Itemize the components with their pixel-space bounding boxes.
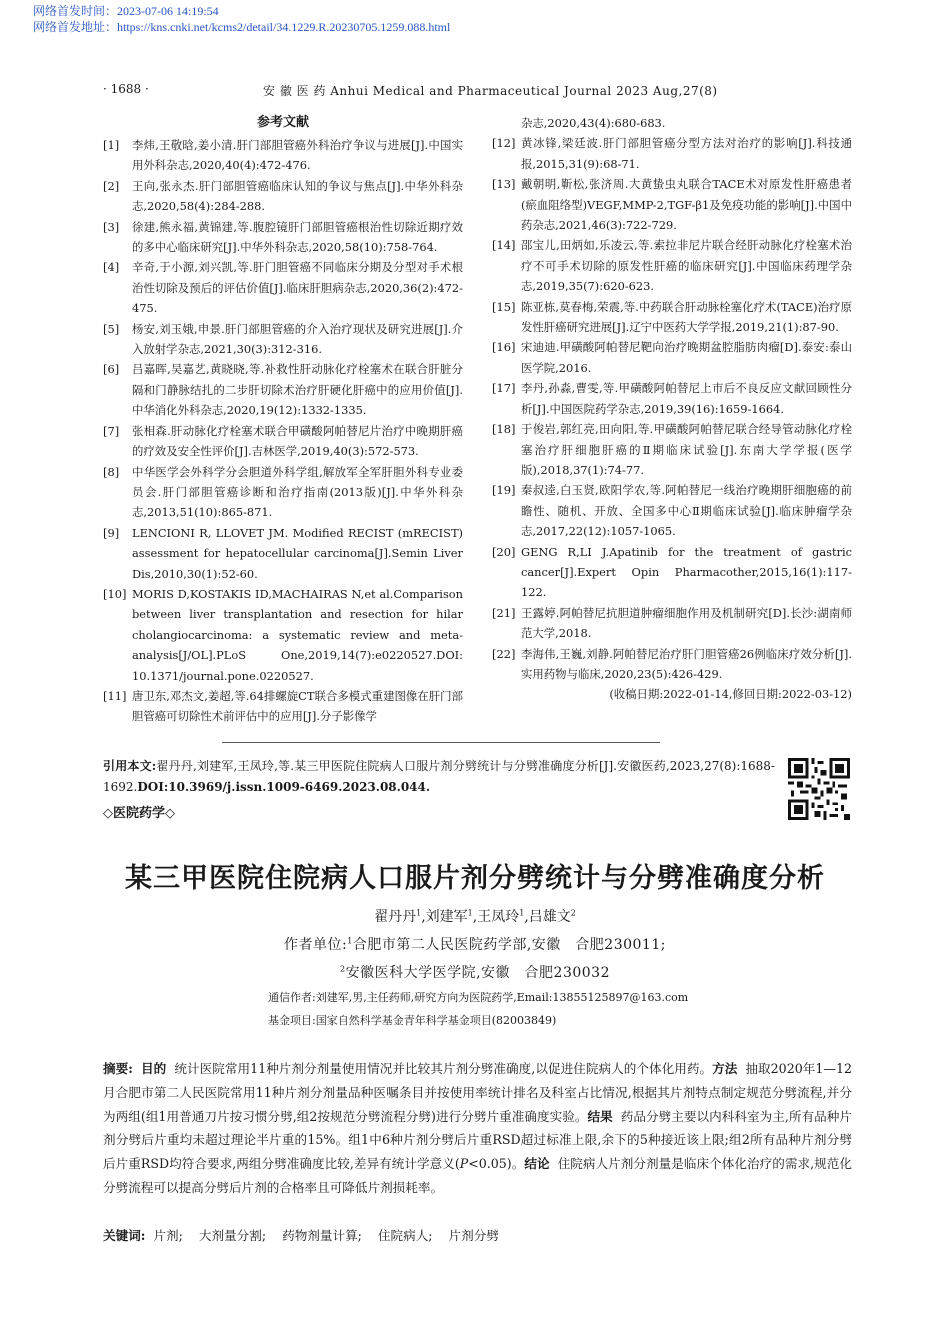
reference-number: [7] (103, 423, 120, 438)
reference-text: GENG R,LI J.Apatinib for the treatment of gastric cancer[J].Expert Opin Pharmacother,2015,16(1):117-122. (521, 544, 852, 600)
reference-text: 王露婷.阿帕替尼抗胆道肿瘤细胞作用及机制研究[D].长沙:湖南师范大学,2018. (521, 605, 852, 641)
reference-number: [16] (492, 340, 516, 355)
reference-number: [4] (103, 260, 120, 275)
keyword-item: 片剂; (153, 1228, 183, 1243)
reference-item (492, 174, 852, 235)
reference-number: [17] (492, 381, 516, 396)
pub-url-line (33, 19, 450, 35)
reference-item (103, 584, 463, 686)
reference-text: 陈亚栋,莫春梅,荣震,等.中药联合肝动脉栓塞化疗术(TACE)治疗原发性肝癌研究进展[J].辽宁中医药大学学报,2019,21(1):87-90. (521, 299, 852, 335)
reference-item (492, 133, 852, 174)
citation-doi[interactable]: DOI:10.3969/j.issn.1009-6469.2023.08.044. (137, 780, 431, 794)
reference-text: 黄冰锋,梁廷波.肝门部胆管癌分型方法对治疗的影响[J].科技通报,2015,31(9):68-71. (521, 136, 852, 171)
reference-number: [13] (492, 177, 516, 192)
references-heading: 参考文献 (256, 115, 309, 130)
reference-text: 李海伟,王巍,刘静.阿帕替尼治疗肝门胆管癌26例临床疗效分析[J].实用药物与临床,2020,23(5):426-429. (521, 646, 852, 681)
reference-item (103, 135, 463, 176)
reference-item (492, 337, 852, 378)
journal-name: 安 徽 医 药 Anhui Medical and Pharmaceutical Journal 2023 Aug,27(8) (263, 84, 718, 98)
affiliation-1: 作者单位:$^1$合肥市第二人民医院药学部,安徽 合肥230011; (284, 936, 666, 953)
reference-continuation: 杂志,2020,43(4):680-683. (521, 116, 666, 130)
author-name: 吕雄文 (528, 909, 571, 925)
citation-text: 翟丹丹,刘建军,王凤玲,等.某三甲医院住院病人口服片剂分劈统计与分劈准确度分析[J].安徽医药,2023,27(8):1688-1692. (103, 759, 775, 794)
reference-number: [1] (103, 138, 120, 152)
reference-text: 张相森.肝动脉化疗栓塞术联合甲磺酸阿帕替尼片治疗中晚期肝癌的疗效及安全性评价[J].吉林医学,2019,40(3):572-573. (132, 423, 463, 459)
citation-label: 引用本文: (103, 759, 157, 773)
reference-item (103, 359, 463, 420)
reference-item (492, 297, 852, 338)
pub-url-label: 网络首发地址： (33, 20, 118, 34)
reference-item (103, 462, 463, 523)
reference-number: [9] (103, 525, 120, 540)
reference-item (492, 235, 852, 296)
reference-number: [3] (103, 219, 120, 234)
reference-number: [19] (492, 483, 516, 498)
reference-text: 李炜,王敬晗,姜小清.肝门部胆管癌外科治疗争议与进展[J].中国实用外科杂志,2020,40(4):472-476. (132, 138, 463, 173)
article-title: 某三甲医院住院病人口服片剂分劈统计与分劈准确度分析 (125, 863, 825, 894)
p-symbol: P (459, 1156, 469, 1172)
reference-text: MORIS D,KOSTAKIS ID,MACHAIRAS N,et al.Comparison between liver transplantation and resection for hilar cholangiocarcinoma: a systematic review and meta-analysis[J/OL].PLoS One,2019,14(7):e0220527.DOI: 10.1371/journal.pone.0220527. (132, 586, 463, 683)
objective-label: 目的 (140, 1061, 167, 1076)
page-number: · 1688 · (103, 82, 149, 96)
author-name: 翟丹丹 (374, 909, 417, 925)
results-label: 结果 (587, 1108, 613, 1124)
citation-block (103, 756, 775, 798)
results-text: 药品分劈主要以内科科室为主,所有品种片剂分劈后片重均未超过理论半片重的15%。组1中6种片剂分劈后片重RSD超过标准上限,余下的5种接近该上限;组2所有品种片剂分劈后片重RSD均符合要求,两组分劈准确度比较,差异有统计学意义( (103, 1108, 853, 1172)
reference-number: [8] (103, 464, 120, 479)
reference-number: [2] (103, 178, 120, 193)
references-left-column (103, 113, 463, 727)
reference-number: [14] (492, 238, 516, 253)
reference-item (103, 176, 463, 217)
affiliation-2: $^2$安徽医科大学医学院,安徽 合肥230032 (340, 964, 610, 981)
reference-number: [10] (103, 586, 127, 601)
reference-number: [5] (103, 321, 120, 336)
keywords (103, 1225, 852, 1244)
author-name: 王凤玲 (477, 909, 520, 925)
reference-text: 宋迪迪.甲磺酸阿帕替尼靶向治疗晚期盆腔脂肪肉瘤[D].泰安:泰山医学院,2016. (521, 340, 852, 375)
reference-item (103, 421, 463, 462)
reference-text: 中华医学会外科学分会胆道外科学组,解放军全军肝胆外科专业委员会.肝门部胆管癌诊断和治疗指南(2013版)[J].中华外科杂志,2013,51(10):865-871. (132, 464, 463, 520)
qr-code-icon[interactable] (788, 758, 850, 820)
reference-text: 秦叔逵,白玉贤,欧阳学农,等.阿帕替尼一线治疗晚期肝细胞癌的前瞻性、随机、开放、全国多中心Ⅱ期临床试验[J].临床肿瘤学杂志,2017,22(12):1057-1065. (521, 483, 852, 539)
reference-number: [11] (103, 688, 127, 703)
reference-number: [20] (492, 544, 516, 559)
reference-text: 吕嘉晖,吴嘉艺,黄晓晓,等.补救性肝动脉化疗栓塞术在联合肝脏分隔和门静脉结扎的二步肝切除术治疗肝硬化肝癌中的应用价值[J].中华消化外科杂志,2020,19(12):1332-1335. (132, 362, 463, 418)
keyword-item: 大剂量分割; (198, 1228, 267, 1243)
reference-item (492, 603, 852, 644)
reference-text: 王向,张永杰.肝门部胆管癌临床认知的争议与焦点[J].中华外科杂志,2020,58(4):284-288. (132, 178, 463, 214)
author-list: 翟丹丹$^1$,刘建军$^1$,王凤玲$^1$,吕雄文$^2$ (374, 908, 576, 925)
keyword-item: 片剂分劈 (448, 1228, 499, 1243)
reference-item (492, 542, 852, 603)
author-name: 刘建军 (425, 909, 468, 925)
reference-item (492, 378, 852, 419)
methods-text: 抽取2020年1—12月合肥市第二人民医院常用11种片剂分剂量品种医嘱条目并按使用率统计排名及科室占比情况,根据其片剂特点制定规范分劈流程,并分为两组(组1用普通刀片按习惯分劈,组2按规范分劈流程分劈)进行分劈片重准确度实验。 (103, 1061, 853, 1124)
methods-label: 方法 (712, 1061, 738, 1076)
reference-item (103, 319, 463, 360)
keywords-label: 关键词: (103, 1228, 146, 1243)
keyword-item: 住院病人; (377, 1228, 433, 1243)
reference-number: [15] (492, 299, 516, 314)
received-dates: (收稿日期:2022-01-14,修回日期:2022-03-12) (609, 687, 852, 702)
reference-text: LENCIONI R, LLOVET JM. Modified RECIST (mRECIST) assessment for hepatocellular carcinoma[J].Semin Liver Dis,2010,30(1):52-60. (132, 525, 463, 581)
pub-time-line (33, 3, 219, 19)
reference-text: 于俊岩,郭红亮,田向阳,等.甲磺酸阿帕替尼联合经导管动脉化疗栓塞治疗肝细胞肝癌的Ⅱ期临床试验[J].东南大学学报(医学版),2018,37(1):74-77. (521, 422, 852, 477)
conclusion-label: 结论 (524, 1156, 550, 1172)
reference-number: [6] (103, 362, 120, 377)
objective-text: 统计医院常用11种片剂分剂量使用情况并比较其片剂分劈准确度,以促进住院病人的个体化用药。 (174, 1061, 713, 1076)
reference-item (492, 644, 852, 685)
affiliation-label: 作者单位: (284, 937, 348, 953)
pub-url-link[interactable]: https://kns.cnki.net/kcms2/detail/34.1229.R.20230705.1259.088.html (117, 20, 451, 34)
pub-time-label: 网络首发时间： (33, 4, 118, 18)
keyword-item: 药物剂量计算; (282, 1228, 362, 1243)
reference-number: [22] (492, 646, 516, 661)
section-label: ◇医院药学◇ (103, 806, 175, 821)
reference-number: [21] (492, 605, 516, 620)
abstract-label: 摘要: (103, 1061, 133, 1076)
corresponding-author: 通信作者:刘建军,男,主任药师,研究方向为医院药学,Email:13855125897@163.com (268, 991, 689, 1004)
reference-text: 戴朝明,靳松,张济周.大黄蛰虫丸联合TACE术对原发性肝癌患者(瘀血阻络型)VEGF,MMP-2,TGF-β1及免疫功能的影响[J].中国中药杂志,2021,46(3):722-729. (521, 177, 852, 233)
references-right-column (492, 113, 852, 705)
reference-text: 杨安,刘玉娥,申景.肝门部胆管癌的介入治疗现状及研究进展[J].介入放射学杂志,2021,30(3):312-316. (132, 321, 463, 357)
conclusion-text: 住院病人片剂分剂量是临床个体化治疗的需求,规范化分劈流程可以提高分劈后片剂的合格率且可降低片剂损耗率。 (103, 1156, 852, 1195)
reference-text: 李丹,孙淼,曹雯,等.甲磺酸阿帕替尼上市后不良反应文献回顾性分析[J].中国医院药学杂志,2019,39(16):1659-1664. (521, 381, 852, 416)
reference-text: 邵宝儿,田炳如,乐凌云,等.索拉非尼片联合经肝动脉化疗栓塞术治疗不可手术切除的原发性肝癌的临床研究[J].中国临床药理学杂志,2019,35(7):620-623. (521, 238, 852, 294)
reference-text: 徐建,熊永福,黄锦建,等.腹腔镜肝门部胆管癌根治性切除近期疗效的多中心临床研究[J].中华外科杂志,2020,58(10):758-764. (132, 219, 463, 255)
funding: 基金项目:国家自然科学基金青年科学基金项目(82003849) (268, 1014, 557, 1027)
reference-item (103, 257, 463, 318)
reference-item (492, 419, 852, 480)
abstract: 摘要: 目的 统计医院常用11种片剂分剂量使用情况并比较其片剂分劈准确度,以促进住院病人的个体化用药。方法 抽取2020年1—12月合肥市第二人民医院常用11种片剂分剂量品种医嘱条目并按使用率统计排名及科室占比情况,根据其片剂特点制定规范分劈流程,并分为两组(组1用普通刀片按习惯分劈,组2按规范分劈流程分劈)进行分劈片重准确度实验。结果 药品分劈主要以内科科室为主,所有品种片剂分劈后片重均未超过理论半片重的15%。组1中6种片剂分劈后片重RSD超过标准上限,余下的5种接近该上限;组2所有品种片剂分劈后片重RSD均符合要求,两组分劈准确度比较,差异有统计学意义(P<0.05)。结论 住院病人片剂分剂量是临床个体化治疗的需求,规范化分劈流程可以提高分劈后片剂的合格率且可降低片剂损耗率。 (103, 1061, 853, 1195)
reference-item (103, 217, 463, 258)
reference-text: 唐卫东,邓杰文,姜超,等.64排螺旋CT联合多模式重建图像在肝门部胆管癌可切除性术前评估中的应用[J].分子影像学 (132, 688, 463, 724)
reference-text: 辛奇,于小源,刘兴凯,等.肝门胆管癌不同临床分期及分型对手术根治性切除及预后的评估价值[J].临床肝胆病杂志,2020,36(2):472-475. (132, 260, 463, 316)
reference-item (103, 523, 463, 584)
pub-time: 2023-07-06 14:19:54 (117, 4, 219, 18)
reference-item (103, 686, 463, 727)
divider-line (222, 742, 660, 743)
reference-number: [18] (492, 422, 516, 437)
reference-number: [12] (492, 136, 516, 151)
reference-item (492, 480, 852, 541)
